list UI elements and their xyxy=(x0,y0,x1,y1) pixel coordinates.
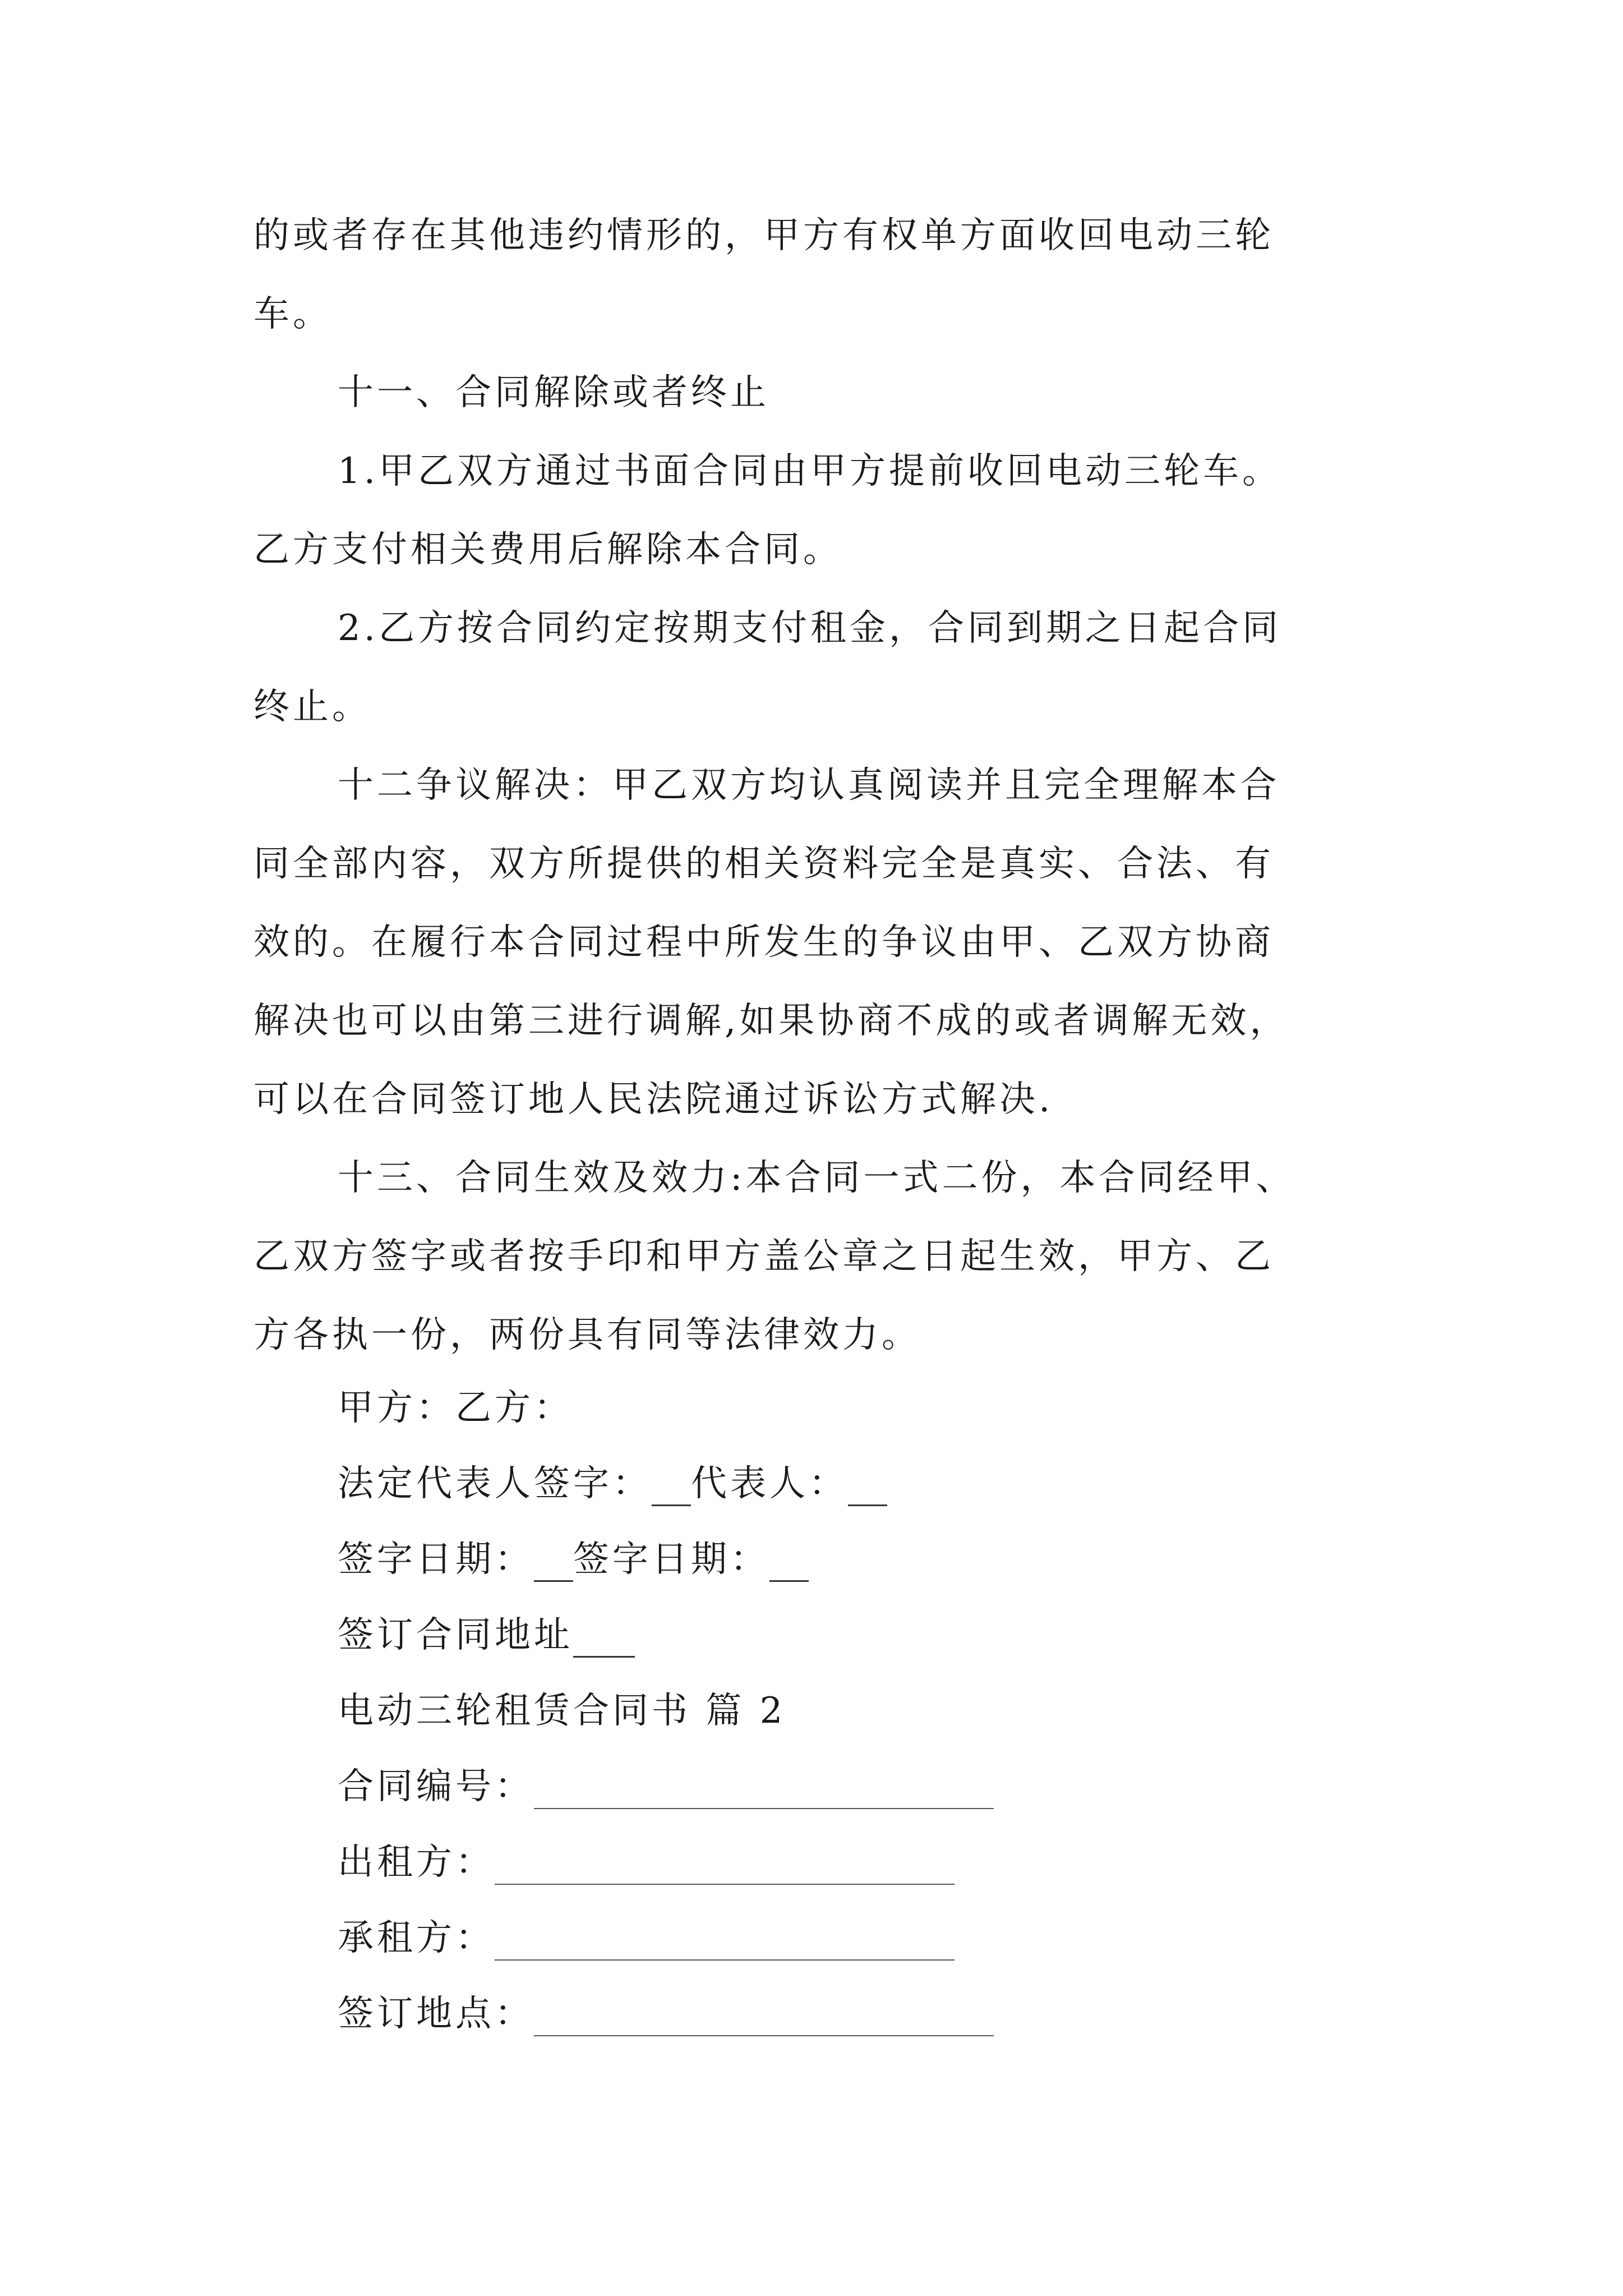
address-line xyxy=(338,1613,635,1658)
paragraph-line: 2.乙方按合同约定按期支付租金，合同到期之日起合同 xyxy=(338,608,1282,649)
paragraph-line: 十三、合同生效及效力:本合同一式二份，本合同经甲、 xyxy=(338,1157,1295,1199)
lessee-line xyxy=(338,1916,955,1961)
contract-number-label: 合同编号： xyxy=(338,1766,534,1807)
blank-line xyxy=(769,1549,809,1582)
rep-label-b: 代表人： xyxy=(691,1463,848,1504)
date-label-b: 签字日期： xyxy=(573,1539,769,1580)
representative-line xyxy=(338,1461,887,1506)
lessor-label: 出租方： xyxy=(338,1842,495,1883)
paragraph-line: 的或者存在其他违约情形的，甲方有权单方面收回电动三轮 xyxy=(253,215,1274,256)
signature-parties: 甲方：乙方： xyxy=(338,1387,573,1429)
signing-place-line xyxy=(338,1991,994,2036)
paragraph-line: 效的。在履行本合同过程中所发生的争议由甲、乙双方协商 xyxy=(253,922,1274,963)
paragraph-line: 终止。 xyxy=(253,686,371,728)
date-line xyxy=(338,1537,809,1582)
blank-line xyxy=(573,1625,635,1658)
date-label-a: 签字日期： xyxy=(338,1539,534,1580)
paragraph-line: 十二争议解决：甲乙双方均认真阅读并且完全理解本合 xyxy=(338,765,1280,806)
blank-line xyxy=(534,1549,573,1582)
paragraph-line: 1.甲乙双方通过书面合同由甲方提前收回电动三轮车。 xyxy=(338,450,1282,492)
section-heading: 电动三轮租赁合同书 篇 2 xyxy=(338,1690,786,1732)
blank-line xyxy=(534,1777,994,1809)
paragraph-line: 解决也可以由第三进行调解,如果协商不成的或者调解无效， xyxy=(253,1000,1289,1042)
blank-line xyxy=(495,1852,955,1885)
paragraph-line: 方各执一份，两份具有同等法律效力。 xyxy=(253,1314,921,1356)
blank-line xyxy=(495,1928,955,1961)
lessor-line xyxy=(338,1840,955,1885)
blank-line xyxy=(848,1473,887,1506)
lessee-label: 承租方： xyxy=(338,1917,495,1959)
paragraph-line: 同全部内容，双方所提供的相关资料完全是真实、合法、有 xyxy=(253,843,1274,885)
contract-number-line xyxy=(338,1764,994,1809)
blank-line xyxy=(534,2004,994,2036)
paragraph-line: 乙双方签字或者按手印和甲方盖公章之日起生效，甲方、乙 xyxy=(253,1236,1274,1277)
section-heading: 十一、合同解除或者终止 xyxy=(338,372,769,413)
rep-label-a: 法定代表人签字： xyxy=(338,1463,652,1504)
paragraph-line: 可以在合同签订地人民法院通过诉讼方式解决. xyxy=(253,1079,1054,1120)
paragraph-line: 车。 xyxy=(253,293,332,335)
paragraph-line: 乙方支付相关费用后解除本合同。 xyxy=(253,529,842,570)
signing-place-label: 签订地点： xyxy=(338,1993,534,2035)
address-label: 签订合同地址 xyxy=(338,1614,573,1656)
blank-line xyxy=(652,1473,691,1506)
